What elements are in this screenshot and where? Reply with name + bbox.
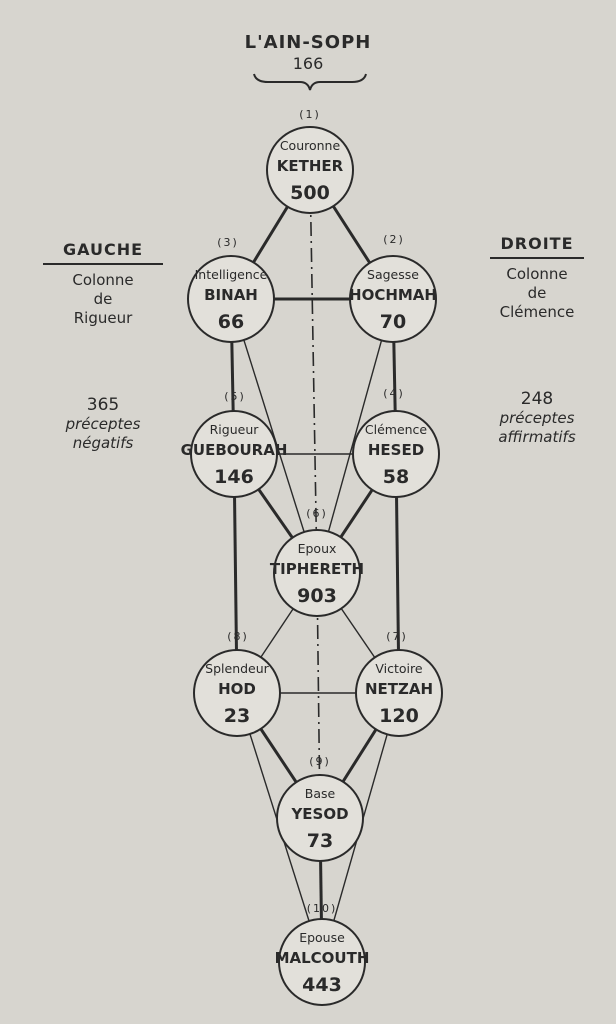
ain-soph-brace (254, 74, 366, 90)
sephira-name: HOCHMAH (349, 286, 437, 304)
sephira-name: KETHER (276, 157, 344, 175)
sephira-label: Intelligence (194, 267, 268, 282)
sephira-label: Rigueur (209, 422, 259, 437)
sephira-index: (1) (299, 108, 321, 121)
sephira-label: Couronne (279, 138, 341, 153)
sephira-index: (4) (383, 387, 405, 400)
sephira-index: (2) (383, 233, 405, 246)
sephira-label: Victoire (375, 661, 423, 676)
left-column-count: 365 (86, 395, 120, 415)
sephira-name: MALCOUTH (274, 949, 370, 967)
left-column-desc-2: négatifs (72, 434, 134, 452)
sephira-value: 500 (290, 182, 330, 204)
sephira-name: BINAH (204, 286, 258, 304)
right-column-desc-2: affirmatifs (498, 428, 576, 446)
sephira-value: 903 (297, 585, 337, 607)
left-column-line-1: Colonne (72, 271, 134, 289)
sephira-index: (9) (309, 755, 331, 768)
sephira-index: (5) (224, 390, 246, 403)
right-column-desc-1: préceptes (499, 409, 575, 427)
sephira-index: (6) (306, 507, 328, 520)
sephira-value: 73 (306, 830, 334, 852)
sephira-label: Epouse (299, 930, 345, 945)
right-column-count: 248 (520, 389, 554, 409)
sephira-name: HOD (218, 680, 256, 698)
sephira-name: YESOD (291, 805, 349, 823)
sephira-value: 66 (217, 311, 245, 333)
sephira-label: Splendeur (205, 661, 269, 676)
left-column-line-2: de (93, 290, 113, 308)
sephira-value: 120 (379, 705, 419, 727)
sephira-index: (10) (306, 902, 338, 915)
sephira-index: (3) (217, 236, 239, 249)
sephira-value: 146 (214, 466, 254, 488)
sephira-name: TIPHERETH (269, 560, 365, 578)
sephira-value: 58 (382, 466, 410, 488)
sephira-value: 443 (302, 974, 342, 996)
right-column-line-1: Colonne (506, 265, 568, 283)
left-column-heading: GAUCHE (62, 240, 144, 259)
sephira-label: Epoux (297, 541, 337, 556)
sephira-label: Sagesse (367, 267, 419, 282)
sephira-name: NETZAH (364, 680, 434, 698)
sephira-kether (267, 108, 353, 213)
left-column-line-3: Rigueur (73, 309, 133, 327)
sephira-label: Base (304, 786, 336, 801)
sephira-value: 23 (223, 705, 251, 727)
sephira-value: 70 (379, 311, 407, 333)
diagram-title: L'AIN-SOPH (244, 32, 372, 53)
right-column-line-3: Clémence (499, 303, 575, 321)
sephira-name: HESED (367, 441, 425, 459)
sephira-index: (8) (227, 630, 249, 643)
sephira-label: Clémence (364, 422, 428, 437)
sephira-name: GUEBOURAH (180, 441, 288, 459)
left-column-desc-1: préceptes (65, 415, 141, 433)
diagram-title-value: 166 (292, 54, 324, 73)
right-column-heading: DROITE (500, 234, 574, 253)
right-column-line-2: de (527, 284, 547, 302)
sephira-index: (7) (386, 630, 408, 643)
